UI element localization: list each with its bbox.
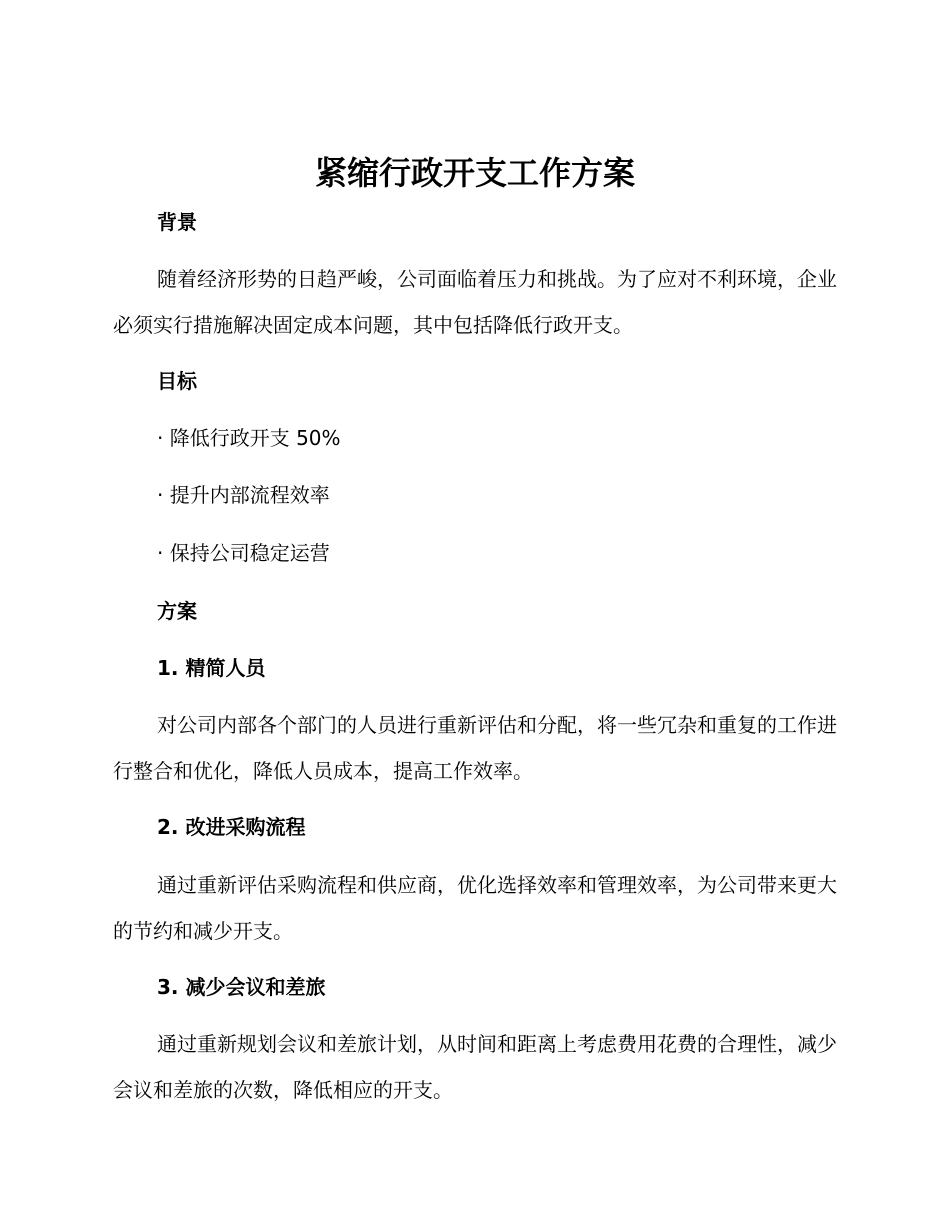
plan-paragraph-2: 通过重新评估采购流程和供应商，优化选择效率和管理效率，为公司带来更大的节约和减少开支。 — [113, 873, 837, 943]
goal-item: · 提升内部流程效率 — [157, 483, 330, 507]
section-heading-background: 背景 — [157, 210, 197, 234]
goal-item: · 保持公司稳定运营 — [157, 541, 330, 565]
goal-item: · 降低行政开支 50% — [157, 426, 341, 450]
plan-paragraph-1: 对公司内部各个部门的人员进行重新评估和分配，将一些冗杂和重复的工作进行整合和优化，降低人员成本，提高工作效率。 — [113, 713, 837, 783]
plan-paragraph-3: 通过重新规划会议和差旅计划，从时间和距离上考虑费用花费的合理性，减少会议和差旅的次数，降低相应的开支。 — [113, 1032, 837, 1102]
plan-heading-3: 3. 减少会议和差旅 — [157, 975, 326, 999]
section-heading-plan: 方案 — [157, 599, 197, 623]
document-title: 紧缩行政开支工作方案 — [314, 154, 635, 192]
section-heading-goals: 目标 — [157, 369, 197, 393]
plan-heading-1: 1. 精简人员 — [157, 656, 266, 680]
plan-heading-2: 2. 改进采购流程 — [157, 815, 306, 839]
background-paragraph: 随着经济形势的日趋严峻，公司面临着压力和挑战。为了应对不利环境，企业必须实行措施解决固定成本问题，其中包括降低行政开支。 — [113, 267, 837, 337]
